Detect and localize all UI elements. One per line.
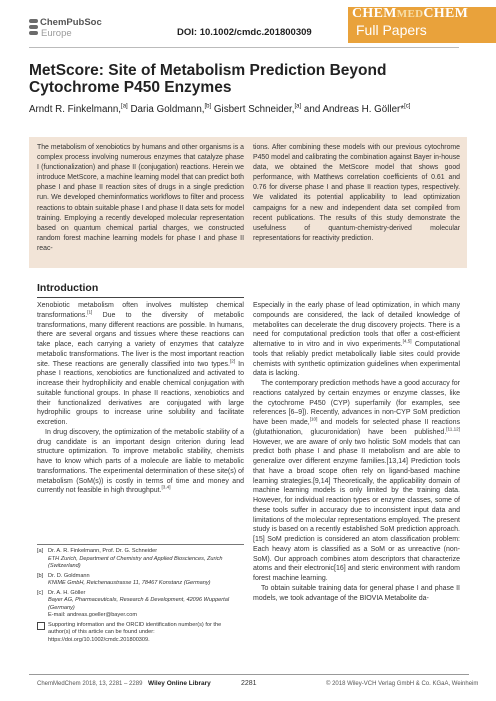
journal-name-a: CHEM xyxy=(352,6,397,21)
section-heading-rule xyxy=(37,297,244,298)
affiliations xyxy=(37,548,244,644)
paragraph: Xenobiotic metabolism often involves multistep chemical transformations.[1] Due to the diversity of metabolic transformations, many different reactions are possible. In humans, there are several organs and tissues where these reactions can take place, each carrying a variety of enzymes that catalyze metabolic transformations. The liver is the most important reaction site. These reactions are generally classified into two types.[2] In phase I reactions, xenobiotics are functionalized and activated to increase their hydrophilicity and enable chemical conjugation with suitable functional groups. In phase II reactions, xenobiotics and their functionalized derivatives are conjugated with large hydrophilic groups to increase urine solubility and facilitate excretion. xyxy=(37,302,244,426)
paragraph: Especially in the early phase of lead optimization, in which many compounds are considered, the lack of detailed knowledge of metabolites can decelerate the drug discovery projects. There is a need for computational prediction tools that offer a cost-efficient alternative to in vitro and in vivo experiments.[4,5] Computational tools that reliably predict metabolically liable sites could provide chemists with synthetic optimization guidelines when experimental data is lacking. xyxy=(253,302,460,378)
affiliation-b: [b] Dr. D. Goldmann KNIME GmbH, Reichenaustrasse 11, 78467 Konstanz (Germany) xyxy=(37,572,211,586)
footer-copyright: © 2018 Wiley-VCH Verlag GmbH & Co. KGaA, Weinheim xyxy=(326,681,479,687)
abstract-column-2: tions. After combining these models with our previous cytochrome P450 model and calibrating the combination against Bayer in-house data, we obtained the MetScore model that shows good performance, with Matthews correlation coefficients of 0.61 and 0.76 for diverse phase I and phase II reaction types, respectively. We validated its potential applicability to lead optimization campaigns for a new and independent data set compiled from recent publications. The results of this study demonstrate the usefulness of quantum-chemistry-derived molecular representations for reactivity prediction. xyxy=(253,144,460,242)
logo-text-top: ChemPubSoc xyxy=(40,17,102,28)
author-affiliation-mark: [c] xyxy=(404,103,411,110)
title-line-1: MetScore: Site of Metabolism Prediction Beyond xyxy=(29,62,387,79)
supporting-info-icon xyxy=(37,622,45,631)
author-affiliation-mark: [b] xyxy=(204,103,212,110)
supporting-info xyxy=(37,622,244,645)
header-divider xyxy=(29,47,459,48)
doi-link[interactable]: DOI: 10.1002/cmdc.201800309 xyxy=(177,27,312,38)
citation-mark[interactable]: [2] xyxy=(230,358,236,364)
author-list xyxy=(29,104,469,115)
supporting-info-link[interactable]: Supporting information and the ORCID identification number(s) for the author(s) of this article can be found under: https://doi.org/10.1002/cmdc.201800309. xyxy=(48,621,222,643)
article-type: Full Papers xyxy=(356,22,427,38)
author-name[interactable]: Daria Goldmann, xyxy=(130,104,205,115)
logo-mark-icon xyxy=(29,19,38,36)
abstract-column-1: The metabolism of xenobiotics by humans and other organisms is a complex process involving numerous enzymes that catalyze phase I (functionalization) and phase II (conjugation) reactions. Herein we introduce MetScore, a machine learning model that can predict both phase I and phase II reaction sites of drugs in a single prediction run. We developed cheminformatics workflows to filter and process reactions to obtain suitable phase I and phase II data sets for model training. Employing a recently developed molecular representation based on quantum chemical partial charges, we constructed random forest machine learning models for phase I and phase II reac- xyxy=(37,144,244,252)
citation-mark[interactable]: [1] xyxy=(87,309,93,315)
affiliation-divider xyxy=(37,544,244,545)
journal-name-c: CHEM xyxy=(423,6,469,21)
author-name[interactable]: and Andreas H. Göller* xyxy=(303,104,405,115)
citation-mark[interactable]: [3,4] xyxy=(161,484,171,490)
journal-name xyxy=(352,6,468,22)
citation-mark[interactable]: [10] xyxy=(309,416,318,422)
body-column-1 xyxy=(37,301,244,496)
body-column-2 xyxy=(253,301,460,603)
affiliation-a: [a] Dr. A. R. Finkelmann, Prof. Dr. G. Schneider ETH Zurich, Department of Chemistry and Applied Biosciences, Zurich (Switzerland) xyxy=(37,548,223,569)
footer-citation: ChemMedChem 2018, 13, 2281 – 2289 xyxy=(37,681,143,687)
logo-text-bottom: Europe xyxy=(41,28,72,39)
paragraph: In drug discovery, the optimization of the metabolic stability of a drug candidate is an important design criterion during lead structure optimization. To improve metabolic stability, chemists have to know which parts of a molecule are liable to metabolic transformations. The experimental determination of these site(s) of metabolism (SoM(s)) is costly in terms of time and money and currently not feasible in high throughput.[3,4] xyxy=(37,428,244,495)
section-heading: Introduction xyxy=(37,282,99,294)
footer-publisher[interactable]: Wiley Online Library xyxy=(148,680,211,687)
footer-divider xyxy=(29,674,469,675)
title-line-2: Cytochrome P450 Enzymes xyxy=(29,79,232,96)
affiliation-c: [c] Dr. A. H. Göller Bayer AG, Pharmaceuticals, Research & Development, 42096 Wuppertal (Germany) E-mail: andreas.goeller@bayer.com xyxy=(37,590,244,620)
journal-name-b: MED xyxy=(396,8,424,20)
author-affiliation-mark: [a] xyxy=(121,103,128,110)
paragraph: The contemporary prediction methods have a good accuracy for reactions catalyzed by certain enzymes or enzyme classes, like the cytochrome P450 (CYP) superfamily (for examples, see references [6–9]). Recently, advances in non-CYP SoM prediction have been made,[10] and models for selected phase II reactions (glutathionation, glucuronidation) have been published.[11,12] However, we are aware of only two holistic SoM models that can predict both phase I and phase II metabolism and are able to generalize over different enzyme families.[13,14] Prediction tools that have a broad scope often rely on ligand-based machine learning strategies.[9,14] Theoretically, the applicability domain of machine learning models is only limited by the training data. However, for individual reaction types or enzyme classes, some of these tools suffer in accuracy due to inconsistent input data and limitations of the molecular representations employed. The present study is based on a recently established SoM prediction approach.[15] SoM prediction is considered an atom classification problem: Each heavy atom is classified as a SoM or as unreactive (non-SoM). Our approach combines atom descriptors that characterize atoms and their electronic[16] and steric environment with random forest machine learning. xyxy=(253,380,460,582)
publisher-logo xyxy=(29,17,119,41)
author-name[interactable]: Arndt R. Finkelmann, xyxy=(29,104,122,115)
citation-mark[interactable]: [4,5] xyxy=(402,338,412,344)
author-affiliation-mark: [a] xyxy=(294,103,302,110)
paragraph: To obtain suitable training data for general phase I and phase II models, we took advantage of the BIOVIA Metabolite da- xyxy=(253,584,460,602)
page-number: 2281 xyxy=(241,680,257,687)
article-title xyxy=(29,62,469,96)
author-name[interactable]: Gisbert Schneider, xyxy=(213,104,295,115)
email-link[interactable]: E-mail: andreas.goeller@bayer.com xyxy=(48,612,138,618)
citation-mark[interactable]: [11,12] xyxy=(446,426,460,432)
